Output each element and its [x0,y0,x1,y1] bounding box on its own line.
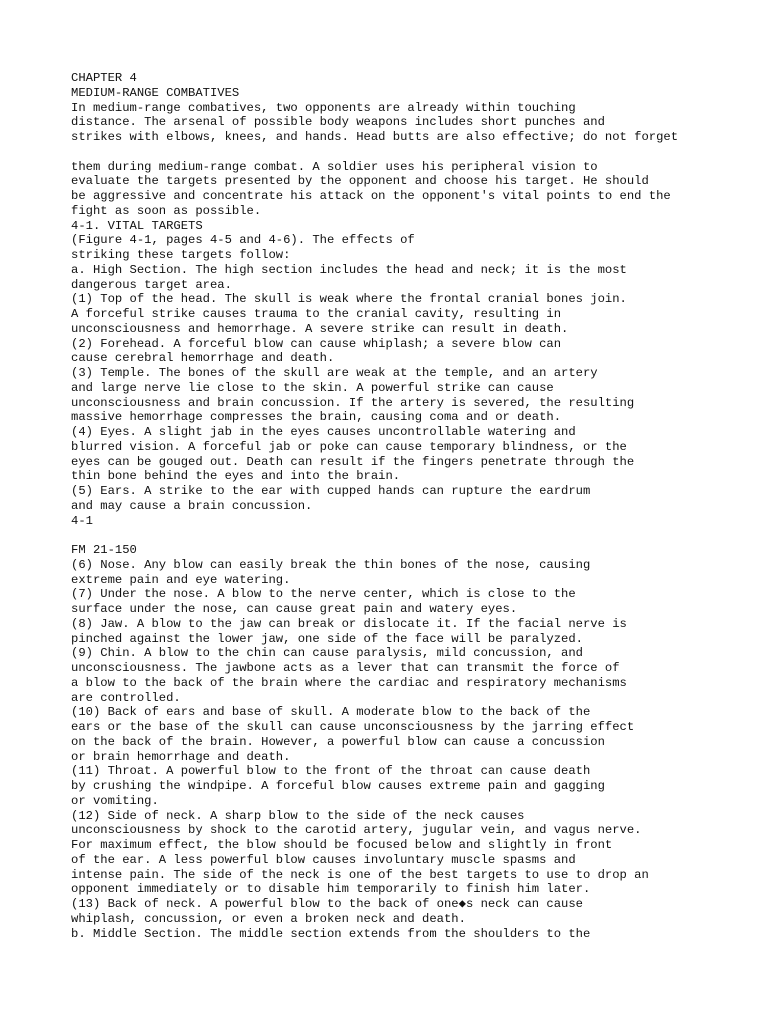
text-line: distance. The arsenal of possible body weapons includes short punches and [71,115,605,130]
text-line: 4-1. VITAL TARGETS [71,218,203,233]
text-line: In medium-range combatives, two opponents are already within touching [71,100,576,115]
text-line: be aggressive and concentrate his attack on the opponent's vital points to end the [71,189,671,203]
text-line: 4-1 [71,513,93,528]
text-line: unconsciousness. The jawbone acts as a lever that can transmit the force of [71,661,620,675]
text-line: unconsciousness and brain concussion. If the artery is severed, the resulting [71,395,635,410]
text-line: a blow to the back of the brain where the cardiac and respiratory mechanisms [71,675,627,690]
text-line: evaluate the targets presented by the opponent and choose his target. He should [71,174,649,189]
text-line: (12) Side of neck. A sharp blow to the side of the neck causes [71,808,525,823]
text-line: blurred vision. A forceful jab or poke can cause temporary blindness, or the [71,439,627,454]
text-line: unconsciousness by shock to the carotid artery, jugular vein, and vagus nerve. [71,823,642,838]
text-line: (13) Back of neck. A powerful blow to the back of one◆s neck can cause [71,897,583,911]
text-line: (5) Ears. A strike to the ear with cupped hands can rupture the eardrum [71,484,591,498]
text-line: on the back of the brain. However, a powerful blow can cause a concussion [71,734,605,749]
document-page [71,71,678,941]
text-line: (4) Eyes. A slight jab in the eyes causes uncontrollable watering and [71,425,576,439]
text-line: CHAPTER 4 [71,71,137,85]
text-line: (6) Nose. Any blow can easily break the thin bones of the nose, causing [71,557,591,572]
text-line: MEDIUM-RANGE COMBATIVES [71,85,240,100]
text-line: a. High Section. The high section includes the head and neck; it is the most [71,262,627,277]
text-line: b. Middle Section. The middle section extends from the shoulders to the [71,926,591,941]
text-line: (3) Temple. The bones of the skull are weak at the temple, and an artery [71,366,598,380]
paragraph-gap [71,528,678,543]
text-line: striking these targets follow: [71,248,291,262]
text-line: fight as soon as possible. [71,203,262,218]
text-line: surface under the nose, can cause great pain and watery eyes. [71,602,518,616]
text-line: massive hemorrhage compresses the brain, causing coma and or death. [71,410,562,425]
text-line: them during medium-range combat. A soldier uses his peripheral vision to [71,159,598,174]
text-line: pinched against the lower jaw, one side of the face will be paralyzed. [71,631,583,646]
text-line: and may cause a brain concussion. [71,498,313,513]
text-line: (8) Jaw. A blow to the jaw can break or dislocate it. If the facial nerve is [71,616,627,631]
text-line: FM 21-150 [71,543,137,557]
text-line: are controlled. [71,690,181,705]
text-line: by crushing the windpipe. A forceful blow causes extreme pain and gagging [71,779,605,793]
text-line: (Figure 4-1, pages 4-5 and 4-6). The effects of [71,233,415,248]
text-line: intense pain. The side of the neck is one of the best targets to use to drop an [71,867,649,882]
text-line: cause cerebral hemorrhage and death. [71,351,335,366]
text-line: of the ear. A less powerful blow causes involuntary muscle spasms and [71,852,576,867]
text-line: (10) Back of ears and base of skull. A moderate blow to the back of the [71,705,591,720]
text-line: extreme pain and eye watering. [71,572,291,587]
text-line: For maximum effect, the blow should be focused below and slightly in front [71,838,613,852]
text-line: (9) Chin. A blow to the chin can cause paralysis, mild concussion, and [71,646,583,661]
paragraph-gap [71,145,678,160]
text-line: eyes can be gouged out. Death can result if the fingers penetrate through the [71,454,635,469]
text-line: (1) Top of the head. The skull is weak where the frontal cranial bones join. [71,292,627,307]
text-line: or brain hemorrhage and death. [71,749,291,764]
text-line: and large nerve lie close to the skin. A powerful strike can cause [71,380,554,395]
text-line: whiplash, concussion, or even a broken neck and death. [71,911,466,926]
text-line: strikes with elbows, knees, and hands. Head butts are also effective; do not forget [71,130,679,144]
text-line: opponent immediately or to disable him temporarily to finish him later. [71,882,591,897]
text-line: or vomiting. [71,793,159,808]
text-line: unconsciousness and hemorrhage. A severe strike can result in death. [71,321,569,336]
text-line: dangerous target area. [71,277,232,292]
text-line: thin bone behind the eyes and into the brain. [71,469,401,484]
text-line: (7) Under the nose. A blow to the nerve center, which is close to the [71,587,576,602]
text-line: (2) Forehead. A forceful blow can cause whiplash; a severe blow can [71,336,562,351]
text-line: ears or the base of the skull can cause unconsciousness by the jarring effect [71,720,635,734]
text-line: A forceful strike causes trauma to the cranial cavity, resulting in [71,307,562,321]
text-line: (11) Throat. A powerful blow to the front of the throat can cause death [71,764,591,779]
